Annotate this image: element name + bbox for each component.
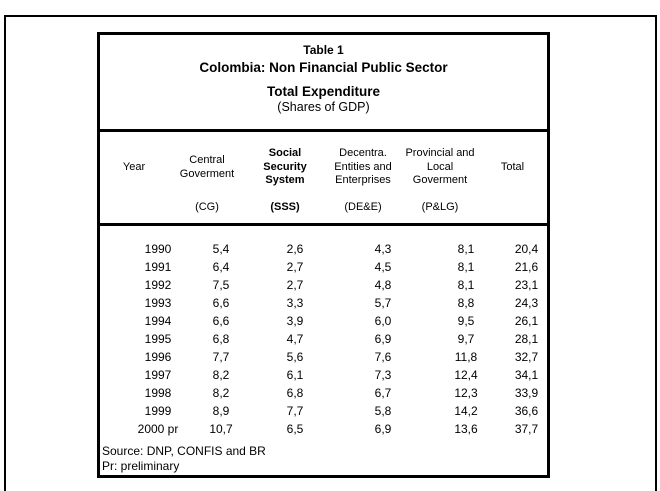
cell-year: 1994 xyxy=(144,314,172,328)
cell-cg: 6,8 xyxy=(212,332,230,346)
cell-sss: 6,1 xyxy=(286,368,304,382)
table-title-block xyxy=(100,35,547,129)
table-row xyxy=(100,348,547,366)
cell-total: 32,7 xyxy=(514,350,539,364)
cell-plg: 8,8 xyxy=(457,296,475,310)
column-header-provincial-local: Provincial and Local Goverment (P&LG) xyxy=(405,147,475,213)
table-row xyxy=(100,330,547,348)
cell-year: 2000 pr xyxy=(137,422,179,436)
table-row xyxy=(100,366,547,384)
cell-total: 21,6 xyxy=(514,260,539,274)
cell-dee: 4,5 xyxy=(374,260,392,274)
cell-sss: 4,7 xyxy=(286,332,304,346)
cell-dee: 7,6 xyxy=(374,350,392,364)
cell-plg: 8,1 xyxy=(457,242,475,256)
cell-cg: 5,4 xyxy=(212,242,230,256)
table-row xyxy=(100,258,547,276)
column-header-year: Year xyxy=(122,160,146,173)
cell-total: 28,1 xyxy=(514,332,539,346)
cell-cg: 6,6 xyxy=(212,296,230,310)
cell-cg: 7,5 xyxy=(212,278,230,292)
source-note: Source: DNP, CONFIS and BR xyxy=(102,444,266,458)
preliminary-note: Pr: preliminary xyxy=(102,459,180,473)
cell-sss: 2,7 xyxy=(286,278,304,292)
cell-sss: 2,6 xyxy=(286,242,304,256)
cell-sss: 6,5 xyxy=(286,422,304,436)
cell-year: 1992 xyxy=(144,278,172,292)
cell-sss: 3,3 xyxy=(286,296,304,310)
cell-cg: 6,6 xyxy=(212,314,230,328)
cell-plg: 14,2 xyxy=(454,404,478,418)
cell-plg: 8,1 xyxy=(457,260,475,274)
table-row xyxy=(100,276,547,294)
table-units: (Shares of GDP) xyxy=(277,100,370,114)
cell-plg: 11,8 xyxy=(454,350,478,364)
cell-dee: 4,8 xyxy=(374,278,392,292)
cell-dee: 6,9 xyxy=(374,422,392,436)
table-title: Colombia: Non Financial Public Sector xyxy=(199,60,448,75)
cell-sss: 7,7 xyxy=(286,404,304,418)
cell-total: 20,4 xyxy=(514,242,539,256)
cell-year: 1998 xyxy=(144,386,172,400)
table-row xyxy=(100,240,547,258)
cell-total: 33,9 xyxy=(514,386,539,400)
cell-dee: 4,3 xyxy=(374,242,392,256)
column-header-total: Total xyxy=(500,160,525,173)
cell-total: 24,3 xyxy=(514,296,539,310)
cell-sss: 5,6 xyxy=(286,350,304,364)
cell-cg: 10,7 xyxy=(209,422,233,436)
cell-plg: 13,6 xyxy=(454,422,478,436)
cell-total: 37,7 xyxy=(514,422,539,436)
cell-cg: 8,2 xyxy=(212,386,230,400)
cell-dee: 7,3 xyxy=(374,368,392,382)
cell-dee: 5,8 xyxy=(374,404,392,418)
cell-total: 34,1 xyxy=(514,368,539,382)
column-header-central-government: Central Goverment (CG) xyxy=(179,154,235,213)
cell-sss: 3,9 xyxy=(286,314,304,328)
cell-cg: 8,9 xyxy=(212,404,230,418)
cell-sss: 2,7 xyxy=(286,260,304,274)
cell-total: 26,1 xyxy=(514,314,539,328)
cell-plg: 12,3 xyxy=(454,386,478,400)
expenditure-table xyxy=(97,32,550,478)
cell-plg: 9,5 xyxy=(457,314,475,328)
cell-year: 1990 xyxy=(144,242,172,256)
table-row xyxy=(100,312,547,330)
cell-year: 1996 xyxy=(144,350,172,364)
cell-year: 1999 xyxy=(144,404,172,418)
cell-plg: 12,4 xyxy=(454,368,478,382)
cell-plg: 9,7 xyxy=(457,332,475,346)
column-header-social-security: Social Security System (SSS) xyxy=(263,147,307,213)
cell-year: 1993 xyxy=(144,296,172,310)
cell-dee: 6,0 xyxy=(374,314,392,328)
table-row xyxy=(100,384,547,402)
cell-cg: 6,4 xyxy=(212,260,230,274)
cell-sss: 6,8 xyxy=(286,386,304,400)
cell-year: 1991 xyxy=(144,260,172,274)
table-row xyxy=(100,294,547,312)
table-row xyxy=(100,402,547,420)
table-footnotes xyxy=(100,444,547,475)
cell-total: 36,6 xyxy=(514,404,539,418)
cell-plg: 8,1 xyxy=(457,278,475,292)
table-body xyxy=(100,226,547,438)
cell-cg: 7,7 xyxy=(212,350,230,364)
cell-cg: 8,2 xyxy=(212,368,230,382)
cell-dee: 5,7 xyxy=(374,296,392,310)
cell-dee: 6,7 xyxy=(374,386,392,400)
table-number: Table 1 xyxy=(303,43,344,57)
table-subtitle: Total Expenditure xyxy=(266,84,380,99)
cell-dee: 6,9 xyxy=(374,332,392,346)
table-row xyxy=(100,420,547,438)
cell-year: 1997 xyxy=(144,368,172,382)
column-header-row xyxy=(100,132,547,223)
cell-total: 23,1 xyxy=(514,278,539,292)
cell-year: 1995 xyxy=(144,332,172,346)
column-header-decentralized-entities: Decentra. Entities and Enterprises (DE&E) xyxy=(334,147,392,213)
